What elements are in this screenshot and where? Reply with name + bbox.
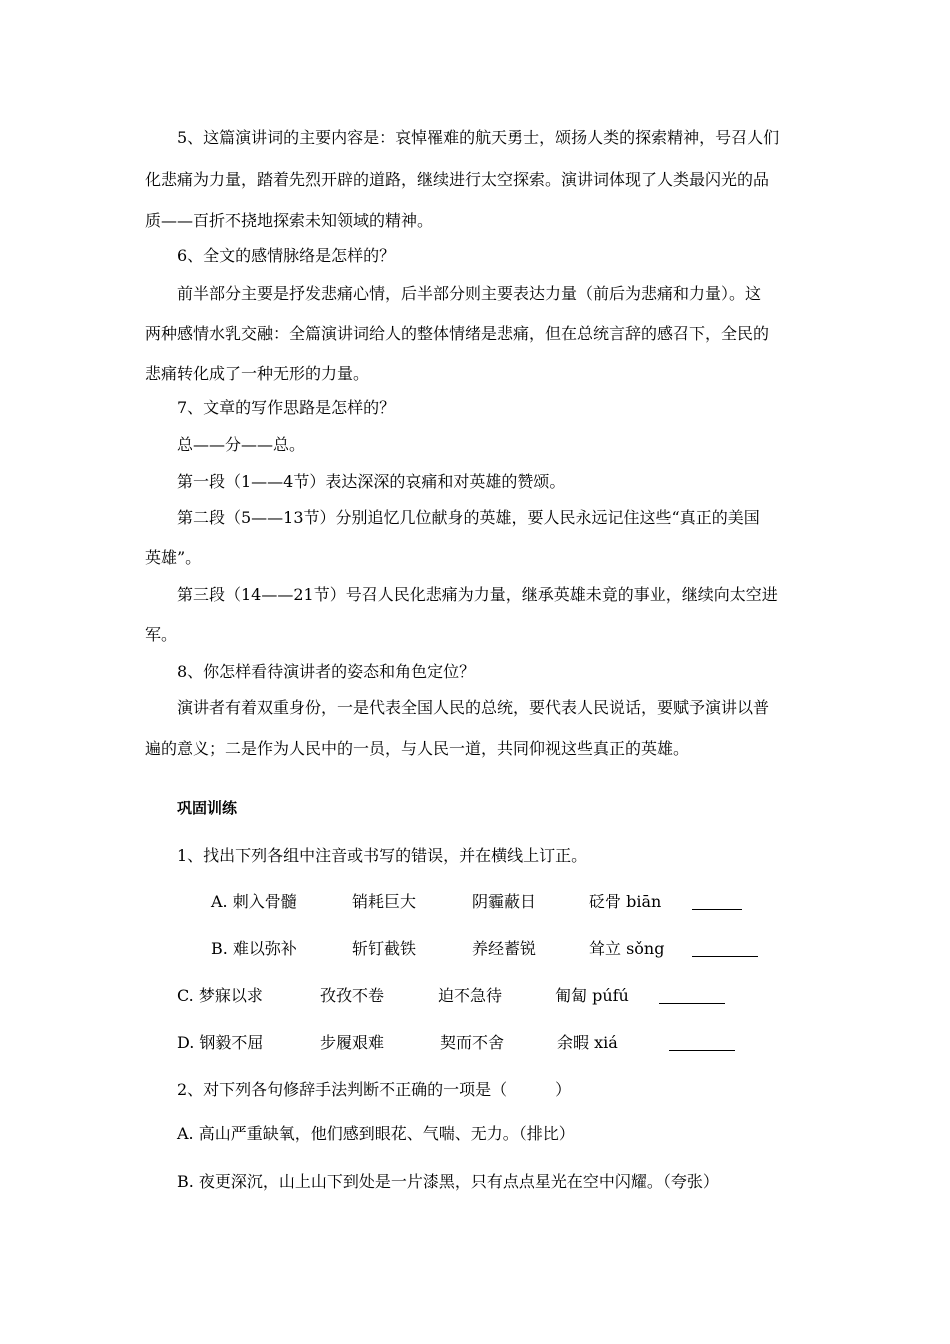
question-2: 2、对下列各句修辞手法判断不正确的一项是（ ） [177,1080,572,1099]
text-line: 前半部分主要是抒发悲痛心情，后半部分则主要表达力量（前后为悲痛和力量）。这 [177,284,762,303]
option-b-item: B. 难以弥补 [211,939,297,958]
option-c-item: 迫不急待 [438,986,503,1005]
option-d-item: 余暇 xiá [557,1033,618,1052]
text-line: 第二段（5——13节）分别追忆几位献身的英雄，要人民永远记住这些“真正的美国 [177,508,760,527]
answer-blank-d[interactable] [669,1050,735,1051]
text-line: 英雄”。 [145,548,202,567]
text-line: 5、这篇演讲词的主要内容是：哀悼罹难的航天勇士，颂扬人类的探索精神，号召人们 [177,128,780,147]
option-a-item: 阴霾蔽日 [472,892,537,911]
option-c-item: 孜孜不卷 [320,986,385,1005]
option-b-item: 养经蓄锐 [472,939,537,958]
text-line: 8、你怎样看待演讲者的姿态和角色定位？ [177,662,476,681]
answer-blank-c[interactable] [659,1003,725,1004]
option-d-item: 契而不舍 [440,1033,505,1052]
option-a: A. 高山严重缺氧，他们感到眼花、气喘、无力。（排比） [177,1124,575,1143]
text-line: 第一段（1——4节）表达深深的哀痛和对英雄的赞颂。 [177,472,566,491]
option-a-item: A. 刺入骨髓 [211,892,297,911]
text-line: 化悲痛为力量，踏着先烈开辟的道路，继续进行太空探索。演讲词体现了人类最闪光的品 [145,170,770,189]
option-b-item: 耸立 sǒng [589,939,665,958]
text-line: 总——分——总。 [177,435,306,454]
text-line: 悲痛转化成了一种无形的力量。 [145,364,370,383]
text-line: 第三段（14——21节）号召人民化悲痛为力量，继承英雄未竟的事业，继续向太空进 [177,585,778,604]
option-a-item: 砭骨 biān [589,892,662,911]
option-c-item: C. 梦寐以求 [177,986,263,1005]
text-line: 7、文章的写作思路是怎样的？ [177,398,396,417]
option-b: B. 夜更深沉，山上山下到处是一片漆黑，只有点点星光在空中闪耀。（夸张） [177,1172,719,1191]
text-line: 演讲者有着双重身份，一是代表全国人民的总统，要代表人民说话，要赋予演讲以普 [177,698,770,717]
option-a-item: 销耗巨大 [352,892,417,911]
answer-blank-a[interactable] [692,909,742,910]
question-1: 1、找出下列各组中注音或书写的错误，并在横线上订正。 [177,846,588,865]
option-d-item: D. 钢毅不屈 [177,1033,264,1052]
section-title: 巩固训练 [177,799,238,817]
text-line: 6、全文的感情脉络是怎样的？ [177,246,396,265]
text-line: 军。 [145,625,178,644]
option-d-item: 步履艰难 [320,1033,385,1052]
text-line: 两种感情水乳交融：全篇演讲词给人的整体情绪是悲痛，但在总统言辞的感召下，全民的 [145,324,770,343]
option-b-item: 斩钉截铁 [352,939,417,958]
option-c-item: 匍匐 púfú [555,986,629,1005]
text-line: 质——百折不挠地探索未知领域的精神。 [145,211,434,230]
text-line: 遍的意义；二是作为人民中的一员，与人民一道，共同仰视这些真正的英雄。 [145,739,690,758]
answer-blank-b[interactable] [692,956,758,957]
